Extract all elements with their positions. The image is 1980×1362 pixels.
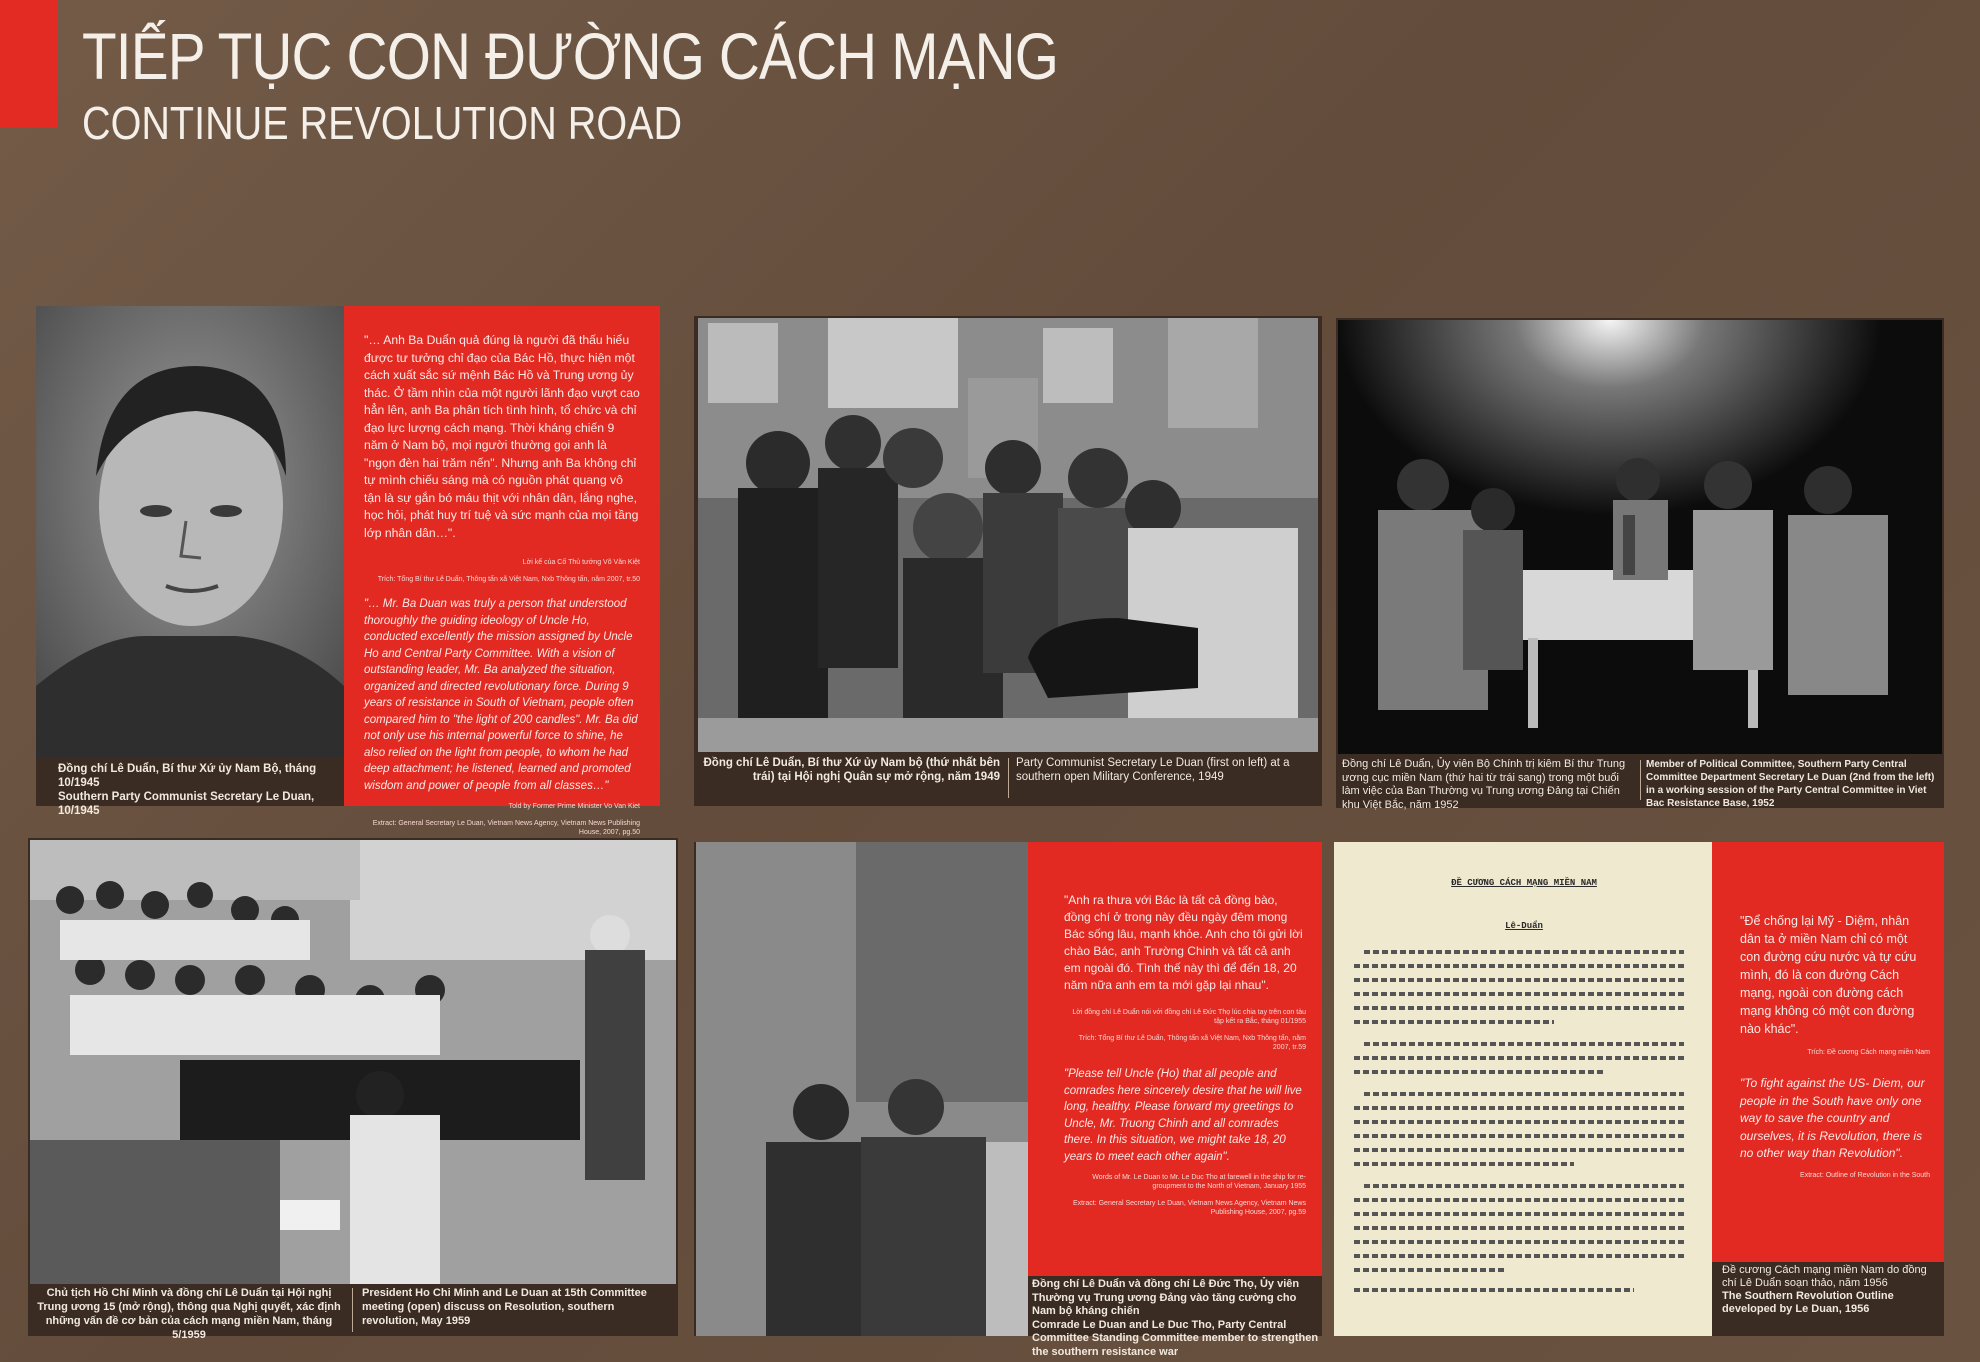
panel-3 xyxy=(1336,318,1944,811)
quote-vn: "… Anh Ba Duẩn quả đúng là người đã thấu hiểu được tư tưởng chỉ đạo của Bác Hồ, thực hiện một cách xuất sắc sứ mệnh Bác Hồ và Trung ương ủy thác. Ở tầm nhìn của một người lãnh đạo vượt cao hẳn lên, anh Ba phân tích tình hình, tổ chức và chỉ đạo lực lượng cách mạng. Thời kháng chiến 9 năm ở Nam bộ, mọi người thường gọi anh là "ngọn đèn hai trăm nến". Nhưng anh Ba không chỉ tự mình chiếu sáng mà có nguồn phát quang vô tận là sự gắn bó máu thịt với nhân dân, lắng nghe, học hỏi, phát huy trí tuệ và sức mạnh của mọi tầng lớp nhân dân…". xyxy=(364,333,640,540)
panel-6 xyxy=(1334,842,1944,1336)
divider xyxy=(1640,760,1641,800)
conference-photo-1949 xyxy=(698,318,1318,752)
panel-6-caption: Đề cương Cách mạng miền Nam do đồng chí Lê Duẩn soạn thảo, năm 1956 The Southern Revolution Outline developed by Le Duan, 1956 xyxy=(1722,1264,1927,1315)
divider xyxy=(1008,758,1009,798)
quote-en: "To fight against the US- Diem, our people in the South have only one way to save the country and ourselves, it is Revolution, there is no other way than Revolution". xyxy=(1740,1076,1925,1160)
quote-vn: "Để chống lại Mỹ - Diệm, nhân dân ta ở miền Nam chỉ có một con đường cứu nước và tự cứu mình, đó là con đường Cách mạng, ngoài con đường cách mạng không có một con đường nào khác". xyxy=(1740,914,1917,1036)
panel-1-caption: Đồng chí Lê Duẩn, Bí thư Xứ ủy Nam Bộ, tháng 10/1945 Southern Party Communist Secretary Le Duan, 10/1945 xyxy=(58,763,317,817)
panel-4-caption-en: President Ho Chi Minh and Le Duan at 15th Committee meeting (open) discuss on Resolution, southern revolution, May 1959 xyxy=(362,1287,647,1327)
quote-en: "… Mr. Ba Duan was truly a person that understood thoroughly the guiding ideology of Uncle Ho, conducted excellently the mission assigned by Uncle Ho and Central Party Committee. With a vision of outstanding leader, Mr. Ba analyzed the situation, organized and directed revolutionary force. During 9 years of resistance in South of Vietnam, people often compared him to "the light of 200 candles". Mr. Ba did not only use his internal powerful force to shine, he also relied on the light from people, to whom he had deep attachment; he listened, learned and promoted wisdom and power of people from all classes…" xyxy=(364,598,638,792)
panel-2-caption-vn: Đồng chí Lê Duẩn, Bí thư Xứ ủy Nam bộ (thứ nhất bên trái) tại Hội nghị Quân sự mở rộng, năm 1949 xyxy=(703,757,1000,783)
plenum-photo-1959 xyxy=(30,840,676,1284)
header-red-accent xyxy=(0,0,58,128)
doc-author: Lê-Duẩn xyxy=(1505,921,1543,931)
quote-en: "Please tell Uncle (Ho) that all people and comrades here sincerely desire that he will live long, healthy. Please forward my greetings to Uncle, Mr. Truong Chinh and all comrades there. In this situation, we might take 18, 20 years to meet each other again". xyxy=(1064,1068,1302,1163)
doc-typed-lines xyxy=(1354,944,1694,1304)
typed-document xyxy=(1334,842,1712,1336)
panel-4 xyxy=(28,838,678,1341)
page-title: TIẾP TỤC CON ĐƯỜNG CÁCH MẠNG xyxy=(82,19,1059,93)
portrait-photo xyxy=(36,306,344,758)
page-subtitle: CONTINUE REVOLUTION ROAD xyxy=(82,97,683,149)
panel-3-caption-vn: Đồng chí Lê Duẩn, Ủy viên Bộ Chính trị kiêm Bí thư Trung ương cục miền Nam (thứ hai từ trái sang) trong một buổi làm việc của Ban Thường vụ Trung ương Đảng tại Chiến khu Việt Bắc, năm 1952 xyxy=(1342,758,1626,811)
panel-6-quote-box: "Để chống lại Mỹ - Diệm, nhân dân ta ở miền Nam chỉ có một con đường cứu nước và tự cứu mình, đó là con đường Cách mạng, ngoài con đường cách mạng không có một con đường nào khác". Trích: Đề cương Cách mạng miền Nam "To fight against the US- Diem, our people in the South have only one way to save the country and ourselves, it is Revolution, there is no other way than Revolution". Extract: Outline of Revolution in the South xyxy=(1712,842,1944,1262)
divider xyxy=(352,1288,353,1332)
panel-5 xyxy=(694,842,1322,1358)
panel-2-caption-en: Party Communist Secretary Le Duan (first on left) at a southern open Military Conference, 1949 xyxy=(1016,757,1290,783)
panel-1-quote-box: "… Anh Ba Duẩn quả đúng là người đã thấu hiểu được tư tưởng chỉ đạo của Bác Hồ, thực hiện một cách xuất sắc sứ mệnh Bác Hồ và Trung ương ủy thác. Ở tầm nhìn của một người lãnh đạo vượt cao hẳn lên, anh Ba phân tích tình hình, tổ chức và chỉ đạo lực lượng cách mạng. Thời kháng chiến 9 năm ở Nam bộ, mọi người thường gọi anh là "ngọn đèn hai trăm nến". Nhưng anh Ba không chỉ tự mình chiếu sáng mà có nguồn phát quang vô tận là sự gắn bó máu thịt với nhân dân, lắng nghe, học hỏi, phát huy trí tuệ và sức mạnh của mọi tầng lớp nhân dân…". Lời kể của Cố Thủ tướng Võ Văn Kiệt Trích: Tổng Bí thư Lê Duẩn, Thông tấn xã Việt Nam, Nxb Thông tấn, năm 2007, tr.50 "… Mr. Ba Duan was truly a person that understood thoroughly the guiding ideology of Uncle Ho, conducted excellently the mission assigned by Uncle Ho and Central Party Committee. With a vision of outstanding leader, Mr. Ba analyzed the situation, organized and directed revolutionary force. During 9 years of resistance in South of Vietnam, people often compared him to "the light of 200 candles". Mr. Ba did not only use his internal powerful force to shine, he also relied on the light from people, to whom he had deep attachment; he listened, learned and promoted wisdom and power of people from all classes…" Told by Former Prime Minister Vo Van Kiet Extract: General Secretary Le Duan, Vietnam News Agency, Vietnam News Publishing House, 2007, pg.50 xyxy=(344,306,660,806)
quote-vn: "Anh ra thưa với Bác là tất cả đồng bào, đồng chí ở trong này đều ngày đêm mong Bác sống lâu, mạnh khỏe. Anh cho tôi gửi lời chào Bác, anh Trường Chinh và tất cả anh em ngoài đó. Tình thế này thì để đến 18, 20 năm nữa anh em ta mới gặp lại nhau". xyxy=(1064,893,1303,992)
panel-1 xyxy=(36,306,660,836)
panel-5-caption: Đồng chí Lê Duẩn và đồng chí Lê Đức Thọ, Ủy viên Thường vụ Trung ương Đảng vào tăng cường cho Nam bộ kháng chiến Comrade Le Duan and Le Duc Tho, Party Central Committee Standing Committee member to strengthen the southern resistance war xyxy=(1032,1278,1319,1358)
panel-3-caption-en: Member of Political Committee, Southern Party Central Committee Department Secretary Le Duan (2nd from the left) in a working session of the Party Central Committee in Viet Bac Resistance Base, 1952 xyxy=(1646,759,1935,809)
panel-4-caption-vn: Chủ tịch Hồ Chí Minh và đồng chí Lê Duẩn tại Hội nghị Trung ương 15 (mở rộng), thông qua Nghị quyết, xác định những vấn đề cơ bản của cách mạng miền Nam, tháng 5/1959 xyxy=(37,1287,341,1341)
doc-heading: ĐỀ CƯƠNG CÁCH MẠNG MIỀN NAM xyxy=(1451,878,1597,888)
panel-2 xyxy=(694,316,1322,806)
meeting-photo-1952 xyxy=(1338,320,1942,754)
panel-5-quote-box: "Anh ra thưa với Bác là tất cả đồng bào, đồng chí ở trong này đều ngày đêm mong Bác sống lâu, mạnh khỏe. Anh cho tôi gửi lời chào Bác, anh Trường Chinh và tất cả anh em ngoài đó. Tình thế này thì để đến 18, 20 năm nữa anh em ta mới gặp lại nhau". Lời đồng chí Lê Duẩn nói với đồng chí Lê Đức Thọ lúc chia tay trên con tàu tập kết ra Bắc, tháng 01/1955 Trích: Tổng Bí thư Lê Duẩn, Thông tấn xã Việt Nam, Nxb Thông tấn, năm 2007, tr.59 "Please tell Uncle (Ho) that all people and comrades here sincerely desire that he will live long, healthy. Please forward my greetings to Uncle, Mr. Truong Chinh and all comrades there. In this situation, we might take 18, 20 years to meet each other again". Words of Mr. Le Duan to Mr. Le Duc Tho at farewell in the ship for re-groupment to the North of Vietnam, January 1955 Extract: General Secretary Le Duan, Vietnam News Agency, Vietnam News Publishing House, 2007, pg.59 xyxy=(1028,842,1322,1276)
two-comrades-photo xyxy=(696,842,1028,1336)
